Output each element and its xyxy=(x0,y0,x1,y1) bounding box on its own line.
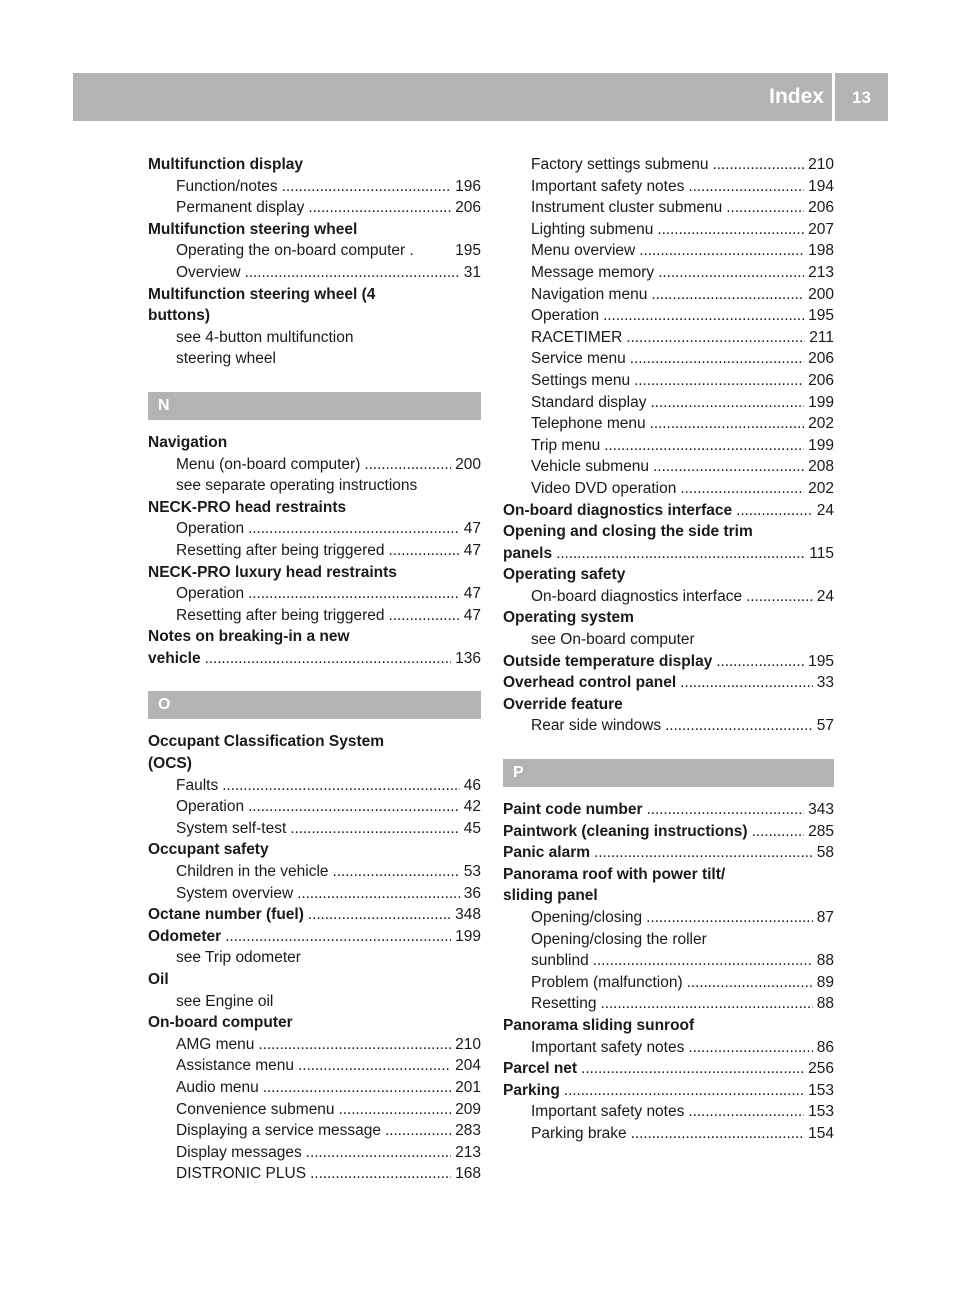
dot-leader xyxy=(263,1077,451,1099)
page-ref: 153 xyxy=(808,1081,834,1099)
index-heading: (OCS) xyxy=(148,755,192,773)
dot-leader xyxy=(248,583,460,605)
page-ref: 194 xyxy=(808,177,834,195)
page-ref: 195 xyxy=(808,652,834,670)
entry-label: Settings menu xyxy=(531,371,631,389)
dot-leader xyxy=(646,907,813,929)
dot-leader xyxy=(290,818,460,840)
dot-leader xyxy=(688,1101,804,1123)
index-subentry xyxy=(148,583,481,605)
page-ref: 195 xyxy=(455,242,481,260)
index-heading: Oil xyxy=(148,971,169,988)
page-ref: 88 xyxy=(816,952,834,970)
index-subentry xyxy=(148,605,481,627)
page-ref: 200 xyxy=(808,285,834,303)
dot-leader xyxy=(581,1058,804,1080)
dot-leader xyxy=(298,1055,451,1077)
index-column-right xyxy=(503,154,834,1145)
entry-label: panels xyxy=(503,544,553,562)
index-subentry xyxy=(148,1099,481,1121)
index-subentry xyxy=(503,370,834,392)
entry-label: Standard display xyxy=(531,393,647,411)
section-spacer xyxy=(148,420,481,432)
dot-leader xyxy=(631,1123,804,1145)
entry-label: Problem (malfunction) xyxy=(531,973,683,991)
index-subentry xyxy=(503,305,834,327)
index-heading: buttons) xyxy=(148,307,210,325)
dot-leader xyxy=(594,842,813,864)
entry-label: Menu overview xyxy=(531,242,636,260)
dot-leader xyxy=(225,926,451,948)
index-entry xyxy=(503,799,834,821)
dot-leader xyxy=(604,435,804,457)
dot-leader xyxy=(308,904,451,926)
index-entry xyxy=(503,651,834,673)
index-subentry xyxy=(503,154,834,176)
page-ref: 199 xyxy=(808,436,834,454)
index-subentry xyxy=(148,1163,481,1185)
page-ref: 86 xyxy=(816,1038,834,1056)
entry-label: On-board diagnostics interface xyxy=(503,501,733,519)
page-ref: 207 xyxy=(808,220,834,238)
entry-label: Paint code number xyxy=(503,801,643,819)
index-heading: Operating system xyxy=(503,609,634,627)
entry-label: System overview xyxy=(176,884,294,902)
dot-leader xyxy=(310,1163,451,1185)
entry-label: Video DVD operation xyxy=(531,479,677,497)
entry-label: vehicle xyxy=(148,649,201,667)
dot-leader xyxy=(389,605,460,627)
dot-leader xyxy=(630,348,804,370)
entry-label: Faults xyxy=(176,776,219,794)
dot-leader xyxy=(222,775,460,797)
page-ref: 53 xyxy=(463,863,481,881)
page-ref: 36 xyxy=(463,884,481,902)
index-subentry xyxy=(503,240,834,262)
dot-leader xyxy=(657,219,804,241)
index-heading: Panorama sliding sunroof xyxy=(503,1016,695,1034)
index-note: see On-board computer xyxy=(531,631,695,649)
entry-label: Overview xyxy=(176,263,241,281)
entry-label: Trip menu xyxy=(531,436,601,454)
index-heading: sliding panel xyxy=(503,887,598,905)
page-ref: 33 xyxy=(816,674,834,692)
index-subentry xyxy=(503,1123,834,1145)
index-subentry xyxy=(148,540,481,562)
entry-label: Lighting submenu xyxy=(531,220,654,238)
entry-label: sunblind xyxy=(531,952,589,970)
page-ref: 201 xyxy=(455,1078,481,1096)
index-subentry xyxy=(148,1120,481,1142)
dot-leader xyxy=(650,413,805,435)
index-note: Opening/closing the roller xyxy=(531,930,707,948)
dot-leader xyxy=(726,197,804,219)
page-ref: 47 xyxy=(463,520,481,538)
index-subentry xyxy=(503,197,834,219)
index-subentry xyxy=(503,392,834,414)
index-heading: Operating safety xyxy=(503,566,626,584)
page-ref: 115 xyxy=(809,544,834,562)
entry-label: RACETIMER xyxy=(531,328,623,346)
index-heading: Multifunction steering wheel xyxy=(148,220,358,238)
index-subentry xyxy=(503,219,834,241)
dot-leader xyxy=(687,972,813,994)
dot-leader xyxy=(712,154,804,176)
entry-label: Message memory xyxy=(531,263,655,281)
index-note: steering wheel xyxy=(176,350,276,368)
index-entry xyxy=(148,648,481,670)
dot-leader xyxy=(639,240,804,262)
index-heading: Navigation xyxy=(148,433,228,451)
index-subentry xyxy=(148,1034,481,1056)
dot-leader xyxy=(308,197,451,219)
index-entry xyxy=(503,1058,834,1080)
entry-label: Outside temperature display xyxy=(503,652,713,670)
page-ref: 256 xyxy=(808,1060,834,1078)
index-subentry xyxy=(503,348,834,370)
index-subentry xyxy=(148,454,481,476)
dot-leader xyxy=(282,176,451,198)
dot-leader xyxy=(716,651,804,673)
dot-leader xyxy=(603,305,804,327)
index-subentry xyxy=(148,818,481,840)
index-entry xyxy=(148,904,481,926)
page-ref: 199 xyxy=(808,393,834,411)
page-ref: 208 xyxy=(808,458,834,476)
index-note: see Trip odometer xyxy=(176,949,301,967)
entry-label: On-board diagnostics interface xyxy=(531,587,743,605)
page-ref: 348 xyxy=(455,906,481,924)
index-heading: Panorama roof with power tilt/ xyxy=(503,865,726,883)
page-ref: 42 xyxy=(463,798,481,816)
page-ref: 168 xyxy=(455,1165,481,1183)
index-entry xyxy=(503,672,834,694)
entry-label: Operation xyxy=(176,520,245,538)
index-subentry xyxy=(503,478,834,500)
dot-leader xyxy=(245,262,460,284)
page-ref: 343 xyxy=(808,801,834,819)
entry-label: Telephone menu xyxy=(531,415,646,433)
dot-leader xyxy=(688,176,804,198)
index-subentry xyxy=(503,435,834,457)
entry-label: Assistance menu xyxy=(176,1057,295,1075)
dot-leader xyxy=(297,883,460,905)
page-ref: 195 xyxy=(808,307,834,325)
entry-label: Important safety notes xyxy=(531,1038,685,1056)
dot-leader xyxy=(306,1142,451,1164)
entry-label: Display messages xyxy=(176,1143,302,1161)
entry-label: Panic alarm xyxy=(503,844,591,862)
section-letter-o: O xyxy=(148,691,481,719)
page-ref: 31 xyxy=(463,263,481,281)
dot-leader xyxy=(248,796,460,818)
dot-leader xyxy=(680,478,804,500)
entry-label: Instrument cluster submenu xyxy=(531,199,723,217)
index-heading: On-board computer xyxy=(148,1014,293,1032)
page-ref: 47 xyxy=(463,541,481,559)
page-number: 13 xyxy=(852,88,871,107)
page-ref: 58 xyxy=(816,844,834,862)
index-entry xyxy=(503,1080,834,1102)
dot-leader xyxy=(752,821,805,843)
page-ref: 285 xyxy=(808,822,834,840)
entry-label: Parcel net xyxy=(503,1060,578,1078)
index-heading: Multifunction steering wheel (4 xyxy=(148,285,376,303)
page-ref: 210 xyxy=(808,156,834,173)
index-entry xyxy=(503,821,834,843)
index-subentry xyxy=(503,176,834,198)
dot-leader xyxy=(680,672,813,694)
index-subentry xyxy=(503,327,834,349)
entry-label: Audio menu xyxy=(176,1078,259,1096)
index-subentry xyxy=(503,907,834,929)
page-ref: 202 xyxy=(808,479,834,497)
dot-leader xyxy=(650,392,804,414)
page-ref: 206 xyxy=(808,371,834,389)
dot-leader xyxy=(665,715,813,737)
entry-label: Octane number (fuel) xyxy=(148,906,304,924)
index-entry xyxy=(503,543,834,565)
index-heading: Opening and closing the side trim xyxy=(503,523,753,541)
index-subentry xyxy=(148,197,481,219)
entry-label: Paintwork (cleaning instructions) xyxy=(503,822,748,840)
index-subentry xyxy=(503,1101,834,1123)
dot-leader xyxy=(600,993,812,1015)
page-ref: 57 xyxy=(816,717,834,735)
entry-label: Opening/closing xyxy=(531,909,643,926)
index-subentry xyxy=(148,518,481,540)
entry-label: AMG menu xyxy=(176,1035,255,1053)
entry-label: System self-test xyxy=(176,819,287,837)
entry-label: Factory settings submenu xyxy=(531,156,709,173)
section-spacer xyxy=(148,669,481,691)
page-ref: 198 xyxy=(808,242,834,260)
index-column-left xyxy=(148,154,481,1185)
entry-label: Vehicle submenu xyxy=(531,458,650,476)
page-ref: 206 xyxy=(808,350,834,368)
index-subentry xyxy=(148,1055,481,1077)
index-subentry xyxy=(503,993,834,1015)
page-ref: 89 xyxy=(816,973,834,991)
page-ref: 87 xyxy=(816,909,834,926)
index-heading: Occupant safety xyxy=(148,841,269,859)
page-ref: 200 xyxy=(455,455,481,473)
entry-label: Important safety notes xyxy=(531,177,685,195)
entry-label: Menu (on-board computer) xyxy=(176,455,361,473)
index-subentry xyxy=(148,1077,481,1099)
index-subentry xyxy=(148,176,481,198)
dot-leader xyxy=(248,518,460,540)
page-ref: 136 xyxy=(455,649,481,667)
entry-label: Children in the vehicle xyxy=(176,863,329,881)
page-ref: 213 xyxy=(455,1143,481,1161)
index-note: see 4-button multifunction xyxy=(176,328,354,346)
page-ref: 283 xyxy=(455,1122,481,1140)
index-heading: Multifunction display xyxy=(148,156,303,173)
entry-label: Rear side windows xyxy=(531,717,662,735)
index-subentry xyxy=(503,262,834,284)
index-subentry xyxy=(148,796,481,818)
dot-leader xyxy=(389,540,460,562)
index-subentry xyxy=(148,775,481,797)
index-subentry xyxy=(503,715,834,737)
entry-label: Resetting after being triggered xyxy=(176,541,385,559)
section-letter-n: N xyxy=(148,392,481,420)
index-subentry xyxy=(148,240,481,262)
index-subentry xyxy=(503,1037,834,1059)
index-subentry xyxy=(148,262,481,284)
dot-leader xyxy=(258,1034,451,1056)
section-spacer xyxy=(503,737,834,759)
entry-label: Permanent display xyxy=(176,199,305,217)
page-ref: 24 xyxy=(816,501,834,519)
dot-leader xyxy=(651,284,804,306)
index-heading: Override feature xyxy=(503,695,623,713)
index-subentry xyxy=(503,413,834,435)
index-subentry xyxy=(503,972,834,994)
entry-label: Displaying a service message xyxy=(176,1122,382,1140)
section-spacer xyxy=(148,719,481,731)
entry-label: Function/notes xyxy=(176,177,278,195)
entry-label: Odometer xyxy=(148,927,222,945)
page-ref: 45 xyxy=(463,819,481,837)
page-ref: 210 xyxy=(455,1035,481,1053)
entry-label: Navigation menu xyxy=(531,285,648,303)
section-letter-p: P xyxy=(503,759,834,787)
entry-label: Convenience submenu xyxy=(176,1100,335,1118)
page-ref: 153 xyxy=(808,1103,834,1121)
dot-leader xyxy=(564,1080,804,1102)
dot-leader xyxy=(385,1120,451,1142)
index-subentry xyxy=(503,456,834,478)
index-subentry xyxy=(148,1142,481,1164)
index-entry xyxy=(148,926,481,948)
section-spacer xyxy=(148,370,481,392)
index-entry xyxy=(503,500,834,522)
page-ref: 211 xyxy=(809,328,834,346)
dot-leader xyxy=(339,1099,452,1121)
section-spacer xyxy=(503,787,834,799)
page-ref: 47 xyxy=(463,606,481,624)
page-ref: 213 xyxy=(808,263,834,281)
entry-label: Operation xyxy=(176,798,245,816)
page-ref: 206 xyxy=(808,199,834,217)
entry-label: Resetting xyxy=(531,995,597,1013)
index-heading: NECK-PRO luxury head restraints xyxy=(148,563,397,581)
index-heading: Occupant Classification System xyxy=(148,733,385,751)
entry-label: Service menu xyxy=(531,350,626,368)
dot-leader xyxy=(205,648,452,670)
dot-leader xyxy=(333,861,460,883)
index-subentry xyxy=(503,950,834,972)
entry-label: Operating the on-board computer . xyxy=(176,242,414,260)
page-ref: 88 xyxy=(816,995,834,1013)
index-subentry xyxy=(503,284,834,306)
page-header-title: Index xyxy=(769,85,824,108)
index-subentry xyxy=(148,883,481,905)
page-ref: 199 xyxy=(455,927,481,945)
page-ref: 154 xyxy=(808,1124,834,1142)
index-heading: NECK-PRO head restraints xyxy=(148,498,347,516)
index-subentry xyxy=(503,586,834,608)
dot-leader xyxy=(746,586,813,608)
dot-leader xyxy=(688,1037,812,1059)
dot-leader xyxy=(634,370,804,392)
entry-label: Operation xyxy=(176,585,245,603)
page-ref: 46 xyxy=(463,776,481,794)
page-ref: 209 xyxy=(455,1100,481,1118)
entry-label: DISTRONIC PLUS xyxy=(176,1165,307,1183)
page-ref: 206 xyxy=(455,199,481,217)
entry-label: Overhead control panel xyxy=(503,674,677,692)
entry-label: Parking brake xyxy=(531,1124,627,1142)
dot-leader xyxy=(593,950,813,972)
entry-label: Operation xyxy=(531,307,600,325)
index-subentry xyxy=(148,861,481,883)
dot-leader xyxy=(658,262,804,284)
page-ref: 202 xyxy=(808,415,834,433)
dot-leader xyxy=(647,799,805,821)
page-ref: 196 xyxy=(455,177,481,195)
dot-leader xyxy=(364,454,451,476)
dot-leader xyxy=(736,500,813,522)
dot-leader xyxy=(626,327,805,349)
page-ref: 47 xyxy=(463,585,481,603)
entry-label: Resetting after being triggered xyxy=(176,606,385,624)
dot-leader xyxy=(653,456,804,478)
index-note: see separate operating instructions xyxy=(176,477,418,495)
index-heading: Notes on breaking-in a new xyxy=(148,628,350,646)
index-note: see Engine oil xyxy=(176,992,274,1010)
entry-label: Parking xyxy=(503,1081,560,1099)
page-ref: 24 xyxy=(816,587,834,605)
index-entry xyxy=(503,842,834,864)
entry-label: Important safety notes xyxy=(531,1103,685,1121)
page-ref: 204 xyxy=(455,1057,481,1075)
dot-leader xyxy=(556,543,805,565)
